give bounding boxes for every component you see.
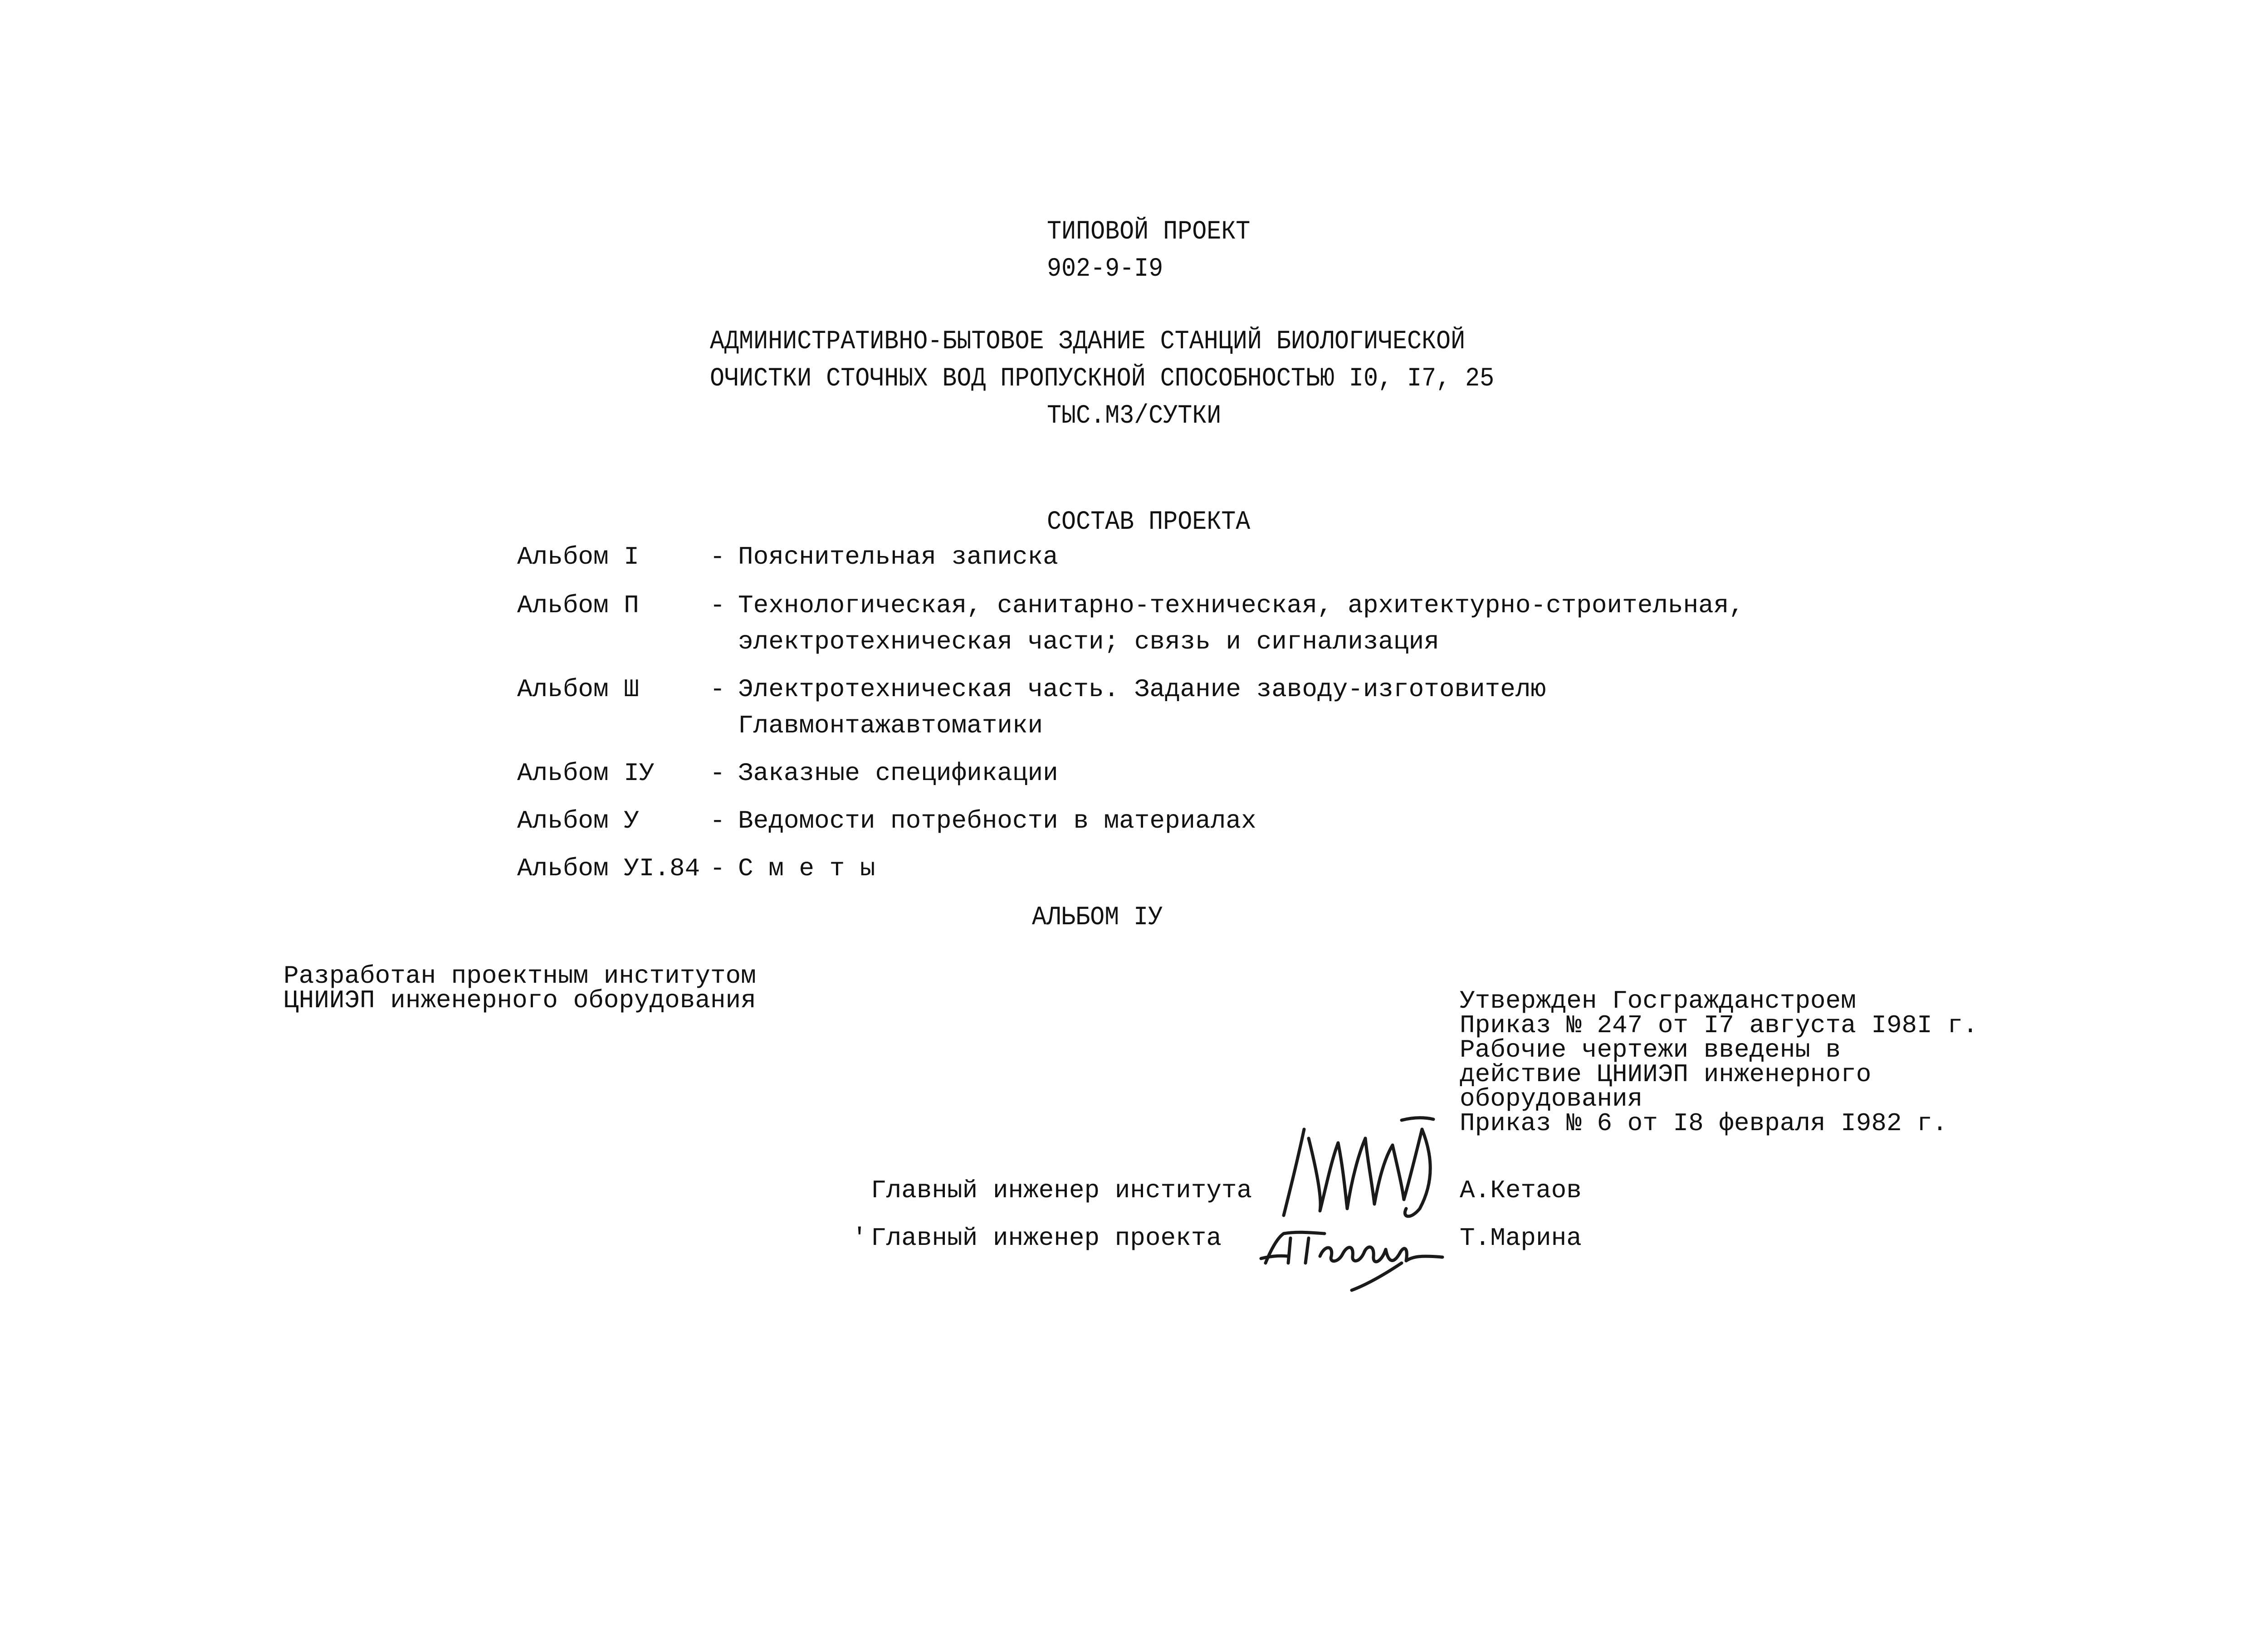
approval-line3: Рабочие чертежи введены в <box>1460 1035 1841 1064</box>
chief-project-name: Т.Марина <box>1460 1224 1582 1253</box>
album-description <box>738 850 875 887</box>
chief-project-title: Главный инженер проекта <box>871 1224 1222 1253</box>
project-title-line2: ОЧИСТКИ СТОЧНЫХ ВОД ПРОПУСКНОЙ СПОСОБНОСТЬЮ I0, I7, 25 <box>710 364 1495 394</box>
project-number: 902-9-I9 <box>1047 254 1163 284</box>
album-description-line: Электротехническая часть. Задание заводу-изготовителю <box>738 675 1546 704</box>
album-description-line: Пояснительная записка <box>738 542 1058 571</box>
signature-chief-institute <box>1266 1111 1456 1224</box>
composition-heading: СОСТАВ ПРОЕКТА <box>1047 507 1251 537</box>
approval-line2: Приказ № 247 от I7 августа I98I г. <box>1460 1011 1978 1040</box>
album-dash: - <box>710 591 725 620</box>
album-description <box>738 755 1058 791</box>
album-dash: - <box>710 854 725 883</box>
chief-institute-title: Главный инженер института <box>871 1176 1252 1205</box>
album-description-line: Ведомости потребности в материалах <box>738 806 1256 835</box>
album-description-line: Заказные спецификации <box>738 759 1058 788</box>
album-dash: - <box>710 675 725 704</box>
album-label: Альбом У <box>517 806 639 835</box>
album-label: Альбом П <box>517 591 639 620</box>
album-label: Альбом I <box>517 542 639 571</box>
album-description-line: С м е т ы <box>738 854 875 883</box>
album-label: Альбом IУ <box>517 759 655 788</box>
album-dash: - <box>710 806 725 835</box>
approval-line5: оборудования <box>1460 1084 1643 1113</box>
chief-institute-name: А.Кетаов <box>1460 1176 1582 1205</box>
approval-line6: Приказ № 6 от I8 февраля I982 г. <box>1460 1109 1948 1138</box>
album-label: Альбом УI.84 <box>517 854 700 883</box>
current-album: АЛЬБОМ IУ <box>1032 903 1163 932</box>
project-type: ТИПОВОЙ ПРОЕКТ <box>1047 217 1251 247</box>
project-title-line1: АДМИНИСТРАТИВНО-БЫТОВОЕ ЗДАНИЕ СТАНЦИЙ БИОЛОГИЧЕСКОЙ <box>710 327 1466 356</box>
album-description-line: электротехническая части; связь и сигнализация <box>738 627 1439 656</box>
signature-chief-project <box>1252 1220 1456 1293</box>
approval-line1: Утвержден Госгражданстроем <box>1460 986 1856 1015</box>
album-description-line: Технологическая, санитарно-техническая, архитектурно-строительная, <box>738 591 1744 620</box>
album-description-line: Главмонтажавтоматики <box>738 711 1043 740</box>
developer-line2: ЦНИИЭП инженерного оборудования <box>284 986 756 1015</box>
album-description <box>738 539 1058 575</box>
developer-line1: Разработан проектным институтом <box>284 961 756 990</box>
album-dash: - <box>710 759 725 788</box>
album-label: Альбом Ш <box>517 675 639 704</box>
album-description <box>738 671 1546 744</box>
tick-mark: ' <box>852 1224 867 1253</box>
album-description <box>738 803 1256 839</box>
project-title-line3: ТЫС.М3/СУТКИ <box>1047 401 1222 431</box>
approval-line4: действие ЦНИИЭП инженерного <box>1460 1060 1872 1089</box>
album-dash: - <box>710 542 725 571</box>
album-description <box>738 587 1744 660</box>
